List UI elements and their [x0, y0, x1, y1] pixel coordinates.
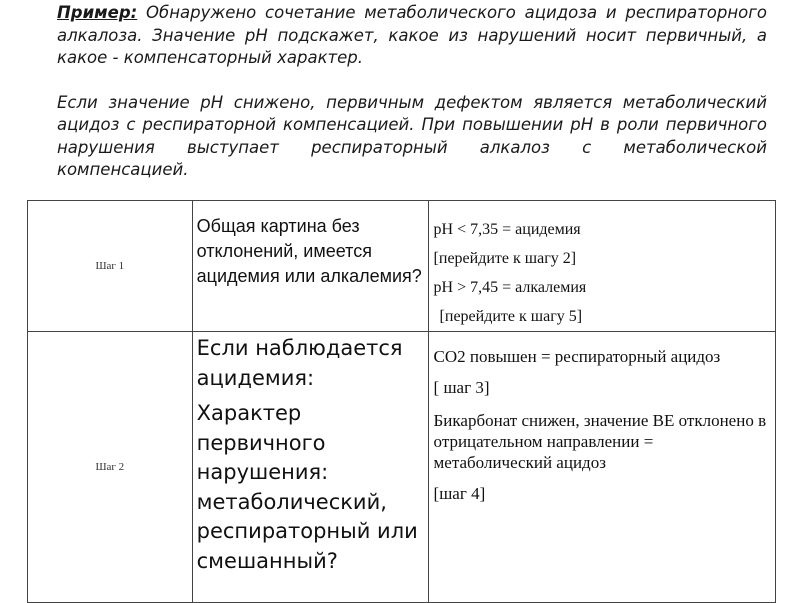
question-cell: [192, 201, 428, 332]
answer-line: [ шаг 3]: [433, 378, 490, 397]
primer-label: Пример:: [57, 3, 138, 22]
answer-cell: [428, 332, 775, 603]
answer-list: [429, 332, 775, 504]
answer-line: [перейдите к шагу 2]: [433, 250, 577, 267]
question-text: [193, 332, 428, 576]
answer-line: pH < 7,35 = ацидемия: [433, 221, 581, 238]
intro-paragraph-1-text: Обнаружено сочетание метаболического ацидоза и респираторного алкалоза. Значение pH подскажет, какое из нарушений носит первичный, а какое - компенсаторный характер.: [57, 3, 767, 67]
question-part-2: Характер первичного нарушения: метаболический, респираторный или смешанный?: [196, 401, 418, 573]
answer-line: pH > 7,45 = алкалемия: [433, 279, 587, 296]
intro-text: [57, 2, 767, 182]
question-text: Общая картина без отклонений, имеется ацидемия или алкалемия?: [196, 216, 422, 286]
table-row: [28, 201, 776, 332]
answer-line: CO2 повышен = респираторный ацидоз: [433, 347, 721, 366]
answer-line: [шаг 4]: [433, 484, 486, 503]
question-part-1: Если наблюдается ацидемия:: [196, 336, 403, 390]
answer-list: [429, 201, 775, 331]
answer-cell: [428, 201, 775, 332]
step-cell: Шаг 1: [28, 201, 193, 332]
step-cell: Шаг 2: [28, 332, 193, 603]
steps-table: [27, 200, 776, 603]
answer-line: [перейдите к шагу 5]: [439, 308, 583, 325]
intro-paragraph-1: [57, 2, 767, 70]
question-cell: [192, 332, 428, 603]
answer-line: Бикарбонат снижен, значение BE отклонено в отрицательном направлении = метаболический ацидоз: [433, 411, 767, 472]
table-row: [28, 332, 776, 603]
intro-paragraph-2: Если значение pH снижено, первичным дефектом является метаболический ацидоз с респираторной компенсацией. При повышении pH в роли первичного нарушения выступает респираторный алкалоз с метаболической компенсацией.: [57, 92, 767, 179]
